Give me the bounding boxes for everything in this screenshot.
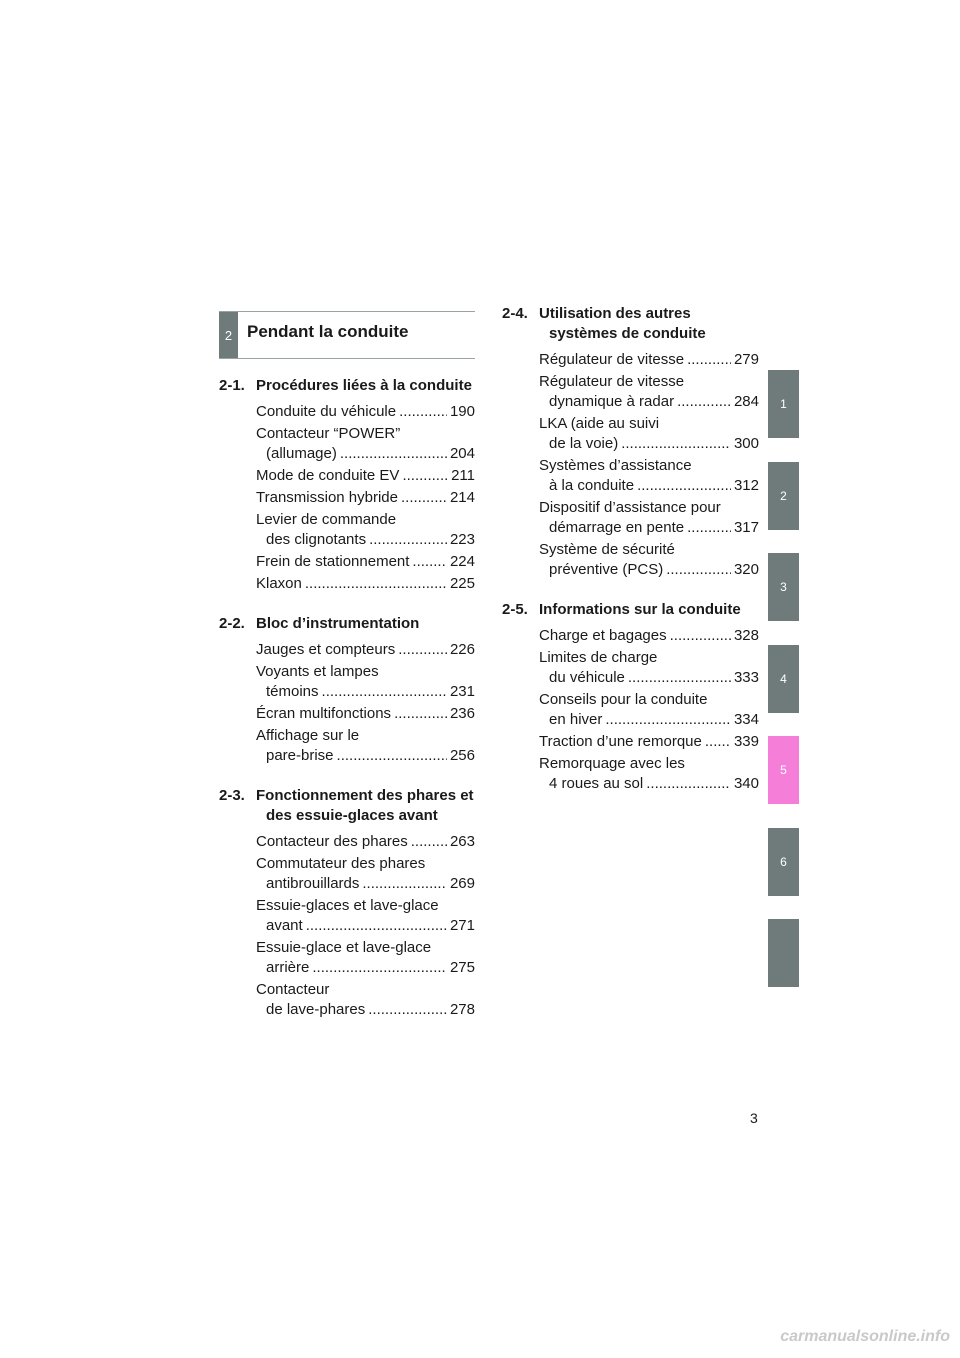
toc-entry[interactable] — [539, 540, 759, 580]
entry-title: Levier de commande — [256, 511, 397, 528]
entry-page: 236 — [449, 705, 475, 722]
toc-column-right — [502, 304, 762, 814]
entry-title: préventive (PCS) — [549, 561, 664, 578]
dot-leader — [621, 434, 731, 454]
section-number: 2-1. — [219, 377, 245, 394]
toc-entry[interactable] — [256, 466, 475, 486]
entry-title: Frein de stationnement — [256, 553, 410, 570]
entry-title: antibrouillards — [266, 875, 360, 892]
entry-title: Systèmes d’assistance — [539, 457, 692, 474]
entry-title: Charge et bagages — [539, 627, 667, 644]
toc-entry[interactable] — [256, 424, 475, 464]
entry-page: 333 — [733, 669, 759, 686]
dot-leader — [666, 560, 731, 580]
dot-leader — [677, 392, 731, 412]
page-number: 3 — [750, 1110, 758, 1126]
entry-page: 300 — [733, 435, 759, 452]
chapter-title: Pendant la conduite — [247, 322, 409, 341]
entry-title: 4 roues au sol — [549, 775, 644, 792]
chapter-tab[interactable]: 3 — [768, 553, 799, 621]
section-title: Informations sur la conduite — [539, 601, 741, 618]
entry-page: 339 — [733, 733, 759, 750]
entry-title: de la voie) — [549, 435, 619, 452]
entry-page: 211 — [451, 467, 475, 484]
entry-page: 263 — [449, 833, 475, 850]
toc-section — [219, 376, 479, 594]
chapter-tab[interactable]: 2 — [768, 462, 799, 530]
toc-section — [502, 600, 762, 794]
entry-page: 269 — [449, 875, 475, 892]
entry-title: Contacteur “POWER” — [256, 425, 401, 442]
entry-page: 284 — [733, 393, 759, 410]
entry-page: 214 — [449, 489, 475, 506]
toc-entry[interactable] — [539, 350, 759, 370]
toc-entry[interactable] — [256, 640, 475, 660]
dot-leader — [605, 710, 731, 730]
entry-title: Remorquage avec les — [539, 755, 685, 772]
entry-page: 271 — [449, 917, 475, 934]
chapter-number: 2 — [219, 312, 238, 358]
section-title: Utilisation des autres systèmes de conduite — [539, 305, 706, 342]
toc-entry[interactable] — [256, 552, 475, 572]
toc-section — [219, 786, 479, 1020]
entry-title: en hiver — [549, 711, 603, 728]
entry-page: 204 — [449, 445, 475, 462]
chapter-tab[interactable]: 5 — [768, 736, 799, 804]
entry-title: pare-brise — [266, 747, 334, 764]
section-heading[interactable] — [219, 614, 479, 634]
entry-page: 223 — [449, 531, 475, 548]
section-title: Bloc d’instrumentation — [256, 615, 420, 632]
entry-title: dynamique à radar — [549, 393, 675, 410]
entry-page: 334 — [733, 711, 759, 728]
watermark: carmanualsonline.info — [780, 1328, 950, 1345]
toc-section — [219, 614, 479, 766]
entry-page: 340 — [733, 775, 759, 792]
dot-leader — [412, 552, 447, 572]
entry-title: de lave-phares — [266, 1001, 366, 1018]
toc-entry[interactable] — [256, 980, 475, 1020]
entry-page: 275 — [449, 959, 475, 976]
toc-entry[interactable] — [256, 510, 475, 550]
dot-leader — [401, 488, 447, 508]
entry-page: 312 — [733, 477, 759, 494]
entry-title: Écran multifonctions — [256, 705, 392, 722]
section-title: Fonctionnement des phares et des essuie-glaces avant — [256, 787, 474, 824]
dot-leader — [368, 1000, 447, 1020]
toc-entry[interactable] — [539, 754, 759, 794]
entry-title: Essuie-glace et lave-glace — [256, 939, 432, 956]
section-heading[interactable] — [502, 304, 762, 344]
entry-title: Commutateur des phares — [256, 855, 426, 872]
entry-title: (allumage) — [266, 445, 337, 462]
chapter-header — [219, 311, 475, 359]
toc-entry[interactable] — [256, 896, 475, 936]
dot-leader — [705, 732, 731, 752]
toc-entry[interactable] — [256, 726, 475, 766]
dot-leader — [305, 574, 447, 594]
entry-page: 328 — [733, 627, 759, 644]
dot-leader — [637, 476, 731, 496]
chapter-tab[interactable]: 4 — [768, 645, 799, 713]
dot-leader — [394, 704, 447, 724]
entry-title: Affichage sur le — [256, 727, 360, 744]
dot-leader — [306, 916, 447, 936]
entry-page: 231 — [449, 683, 475, 700]
section-number: 2-5. — [502, 601, 528, 618]
entry-page: 279 — [733, 351, 759, 368]
entry-page: 320 — [733, 561, 759, 578]
entry-title: Mode de conduite EV — [256, 467, 400, 484]
entry-title: Contacteur — [256, 981, 330, 998]
toc-entry[interactable] — [539, 732, 759, 752]
entry-title: Voyants et lampes — [256, 663, 379, 680]
entry-title: arrière — [266, 959, 310, 976]
toc-entry[interactable] — [256, 574, 475, 594]
entry-title: Conseils pour la conduite — [539, 691, 708, 708]
dot-leader — [398, 640, 447, 660]
entry-page: 224 — [449, 553, 475, 570]
entry-title: à la conduite — [549, 477, 635, 494]
entry-title: avant — [266, 917, 303, 934]
section-number: 2-4. — [502, 305, 528, 322]
dot-leader — [362, 874, 447, 894]
entry-title: Transmission hybride — [256, 489, 398, 506]
entry-title: Système de sécurité — [539, 541, 675, 558]
toc-entry[interactable] — [256, 938, 475, 978]
section-heading[interactable] — [219, 376, 479, 396]
dot-leader — [411, 832, 447, 852]
dot-leader — [369, 530, 447, 550]
dot-leader — [340, 444, 447, 464]
toc-entry[interactable] — [539, 626, 759, 646]
dot-leader — [628, 668, 731, 688]
section-title: Procédures liées à la conduite — [256, 377, 472, 394]
entry-title: démarrage en pente — [549, 519, 685, 536]
toc-section — [502, 304, 762, 580]
section-number: 2-2. — [219, 615, 245, 632]
entry-title: Klaxon — [256, 575, 302, 592]
section-heading[interactable] — [219, 786, 479, 826]
dot-leader — [687, 350, 731, 370]
entry-page: 190 — [449, 403, 475, 420]
section-number: 2-3. — [219, 787, 245, 804]
entry-title: Contacteur des phares — [256, 833, 408, 850]
toc-entry[interactable] — [256, 832, 475, 852]
dot-leader — [687, 518, 731, 538]
dot-leader — [646, 774, 731, 794]
entry-page: 225 — [449, 575, 475, 592]
toc-entry[interactable] — [256, 704, 475, 724]
entry-title: témoins — [266, 683, 319, 700]
entry-page: 226 — [449, 641, 475, 658]
toc-entry[interactable] — [256, 488, 475, 508]
chapter-tab[interactable]: 1 — [768, 370, 799, 438]
chapter-tab[interactable]: 6 — [768, 828, 799, 896]
entry-title: Conduite du véhicule — [256, 403, 397, 420]
toc-entry[interactable] — [539, 648, 759, 688]
dot-leader — [322, 682, 447, 702]
toc-entry[interactable] — [539, 690, 759, 730]
dot-leader — [402, 466, 448, 486]
toc-entry[interactable] — [256, 854, 475, 894]
dot-leader — [337, 746, 447, 766]
entry-title: LKA (aide au suivi — [539, 415, 660, 432]
toc-entry[interactable] — [256, 402, 475, 422]
dot-leader — [312, 958, 447, 978]
entry-page: 256 — [449, 747, 475, 764]
entry-title: Régulateur de vitesse — [539, 373, 685, 390]
toc-entry[interactable] — [539, 372, 759, 412]
toc-entry[interactable] — [539, 414, 759, 454]
entry-title: Essuie-glaces et lave-glace — [256, 897, 439, 914]
entry-title: Dispositif d’assistance pour — [539, 499, 721, 516]
section-heading[interactable] — [502, 600, 762, 620]
dot-leader — [399, 402, 447, 422]
chapter-tab[interactable] — [768, 919, 799, 987]
entry-title: Traction d’une remorque — [539, 733, 702, 750]
entry-title: du véhicule — [549, 669, 625, 686]
entry-title: Régulateur de vitesse — [539, 351, 685, 368]
toc-entry[interactable] — [539, 456, 759, 496]
entry-title: Limites de charge — [539, 649, 658, 666]
entry-page: 317 — [733, 519, 759, 536]
entry-page: 278 — [449, 1001, 475, 1018]
dot-leader — [670, 626, 731, 646]
toc-entry[interactable] — [539, 498, 759, 538]
entry-title: Jauges et compteurs — [256, 641, 396, 658]
entry-title: des clignotants — [266, 531, 367, 548]
toc-column-left — [219, 376, 479, 1040]
toc-entry[interactable] — [256, 662, 475, 702]
